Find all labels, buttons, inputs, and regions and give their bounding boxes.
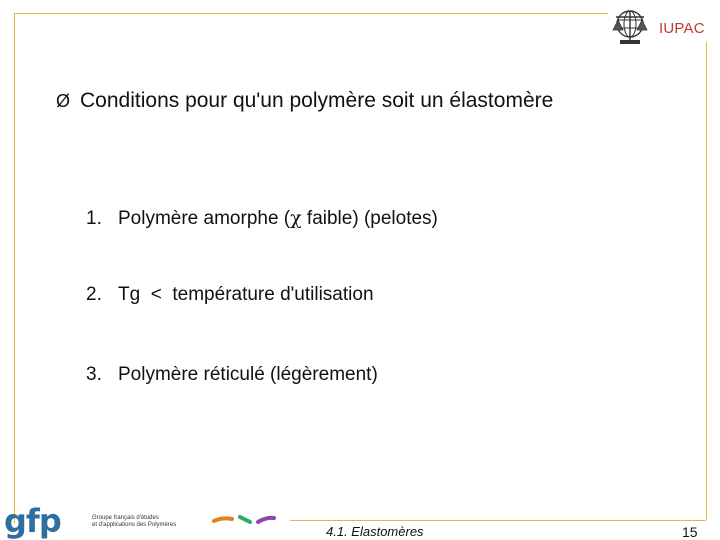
slide-frame-left <box>14 13 15 523</box>
arrow-bullet-icon: Ø <box>56 90 71 111</box>
gfp-caption <box>92 515 176 529</box>
list-item-text: Polymère réticulé (légèrement) <box>118 364 378 385</box>
slide-heading <box>56 89 553 113</box>
iupac-logo-text: IUPAC <box>659 20 705 37</box>
list-item <box>86 364 378 386</box>
slide-frame-right <box>706 42 707 520</box>
page-number: 15 <box>682 524 698 540</box>
footer-section-title: 4.1. Elastomères <box>326 524 424 539</box>
list-item-text: Tg < température d'utilisation <box>118 284 374 305</box>
gfp-caption-line: et d'applications des Polymères <box>92 522 177 528</box>
list-item-number: 3. <box>86 364 102 385</box>
list-item-text-before: Polymère amorphe ( <box>118 208 291 229</box>
list-item <box>86 284 374 306</box>
iupac-emblem-icon <box>610 8 650 46</box>
chi-symbol: χ <box>290 207 302 229</box>
list-item <box>86 207 438 230</box>
gfp-caption-line: Groupe français d'études <box>92 515 159 521</box>
decorative-dashes-icon <box>212 513 278 525</box>
slide-frame-top <box>14 13 608 14</box>
gfp-logo: gfp <box>4 502 61 540</box>
list-item-number: 1. <box>86 208 102 229</box>
slide-frame-bottom <box>290 520 706 521</box>
list-item-text-after: faible) (pelotes) <box>301 208 438 229</box>
list-item-number: 2. <box>86 284 102 305</box>
heading-text: Conditions pour qu'un polymère soit un élastomère <box>80 89 554 112</box>
